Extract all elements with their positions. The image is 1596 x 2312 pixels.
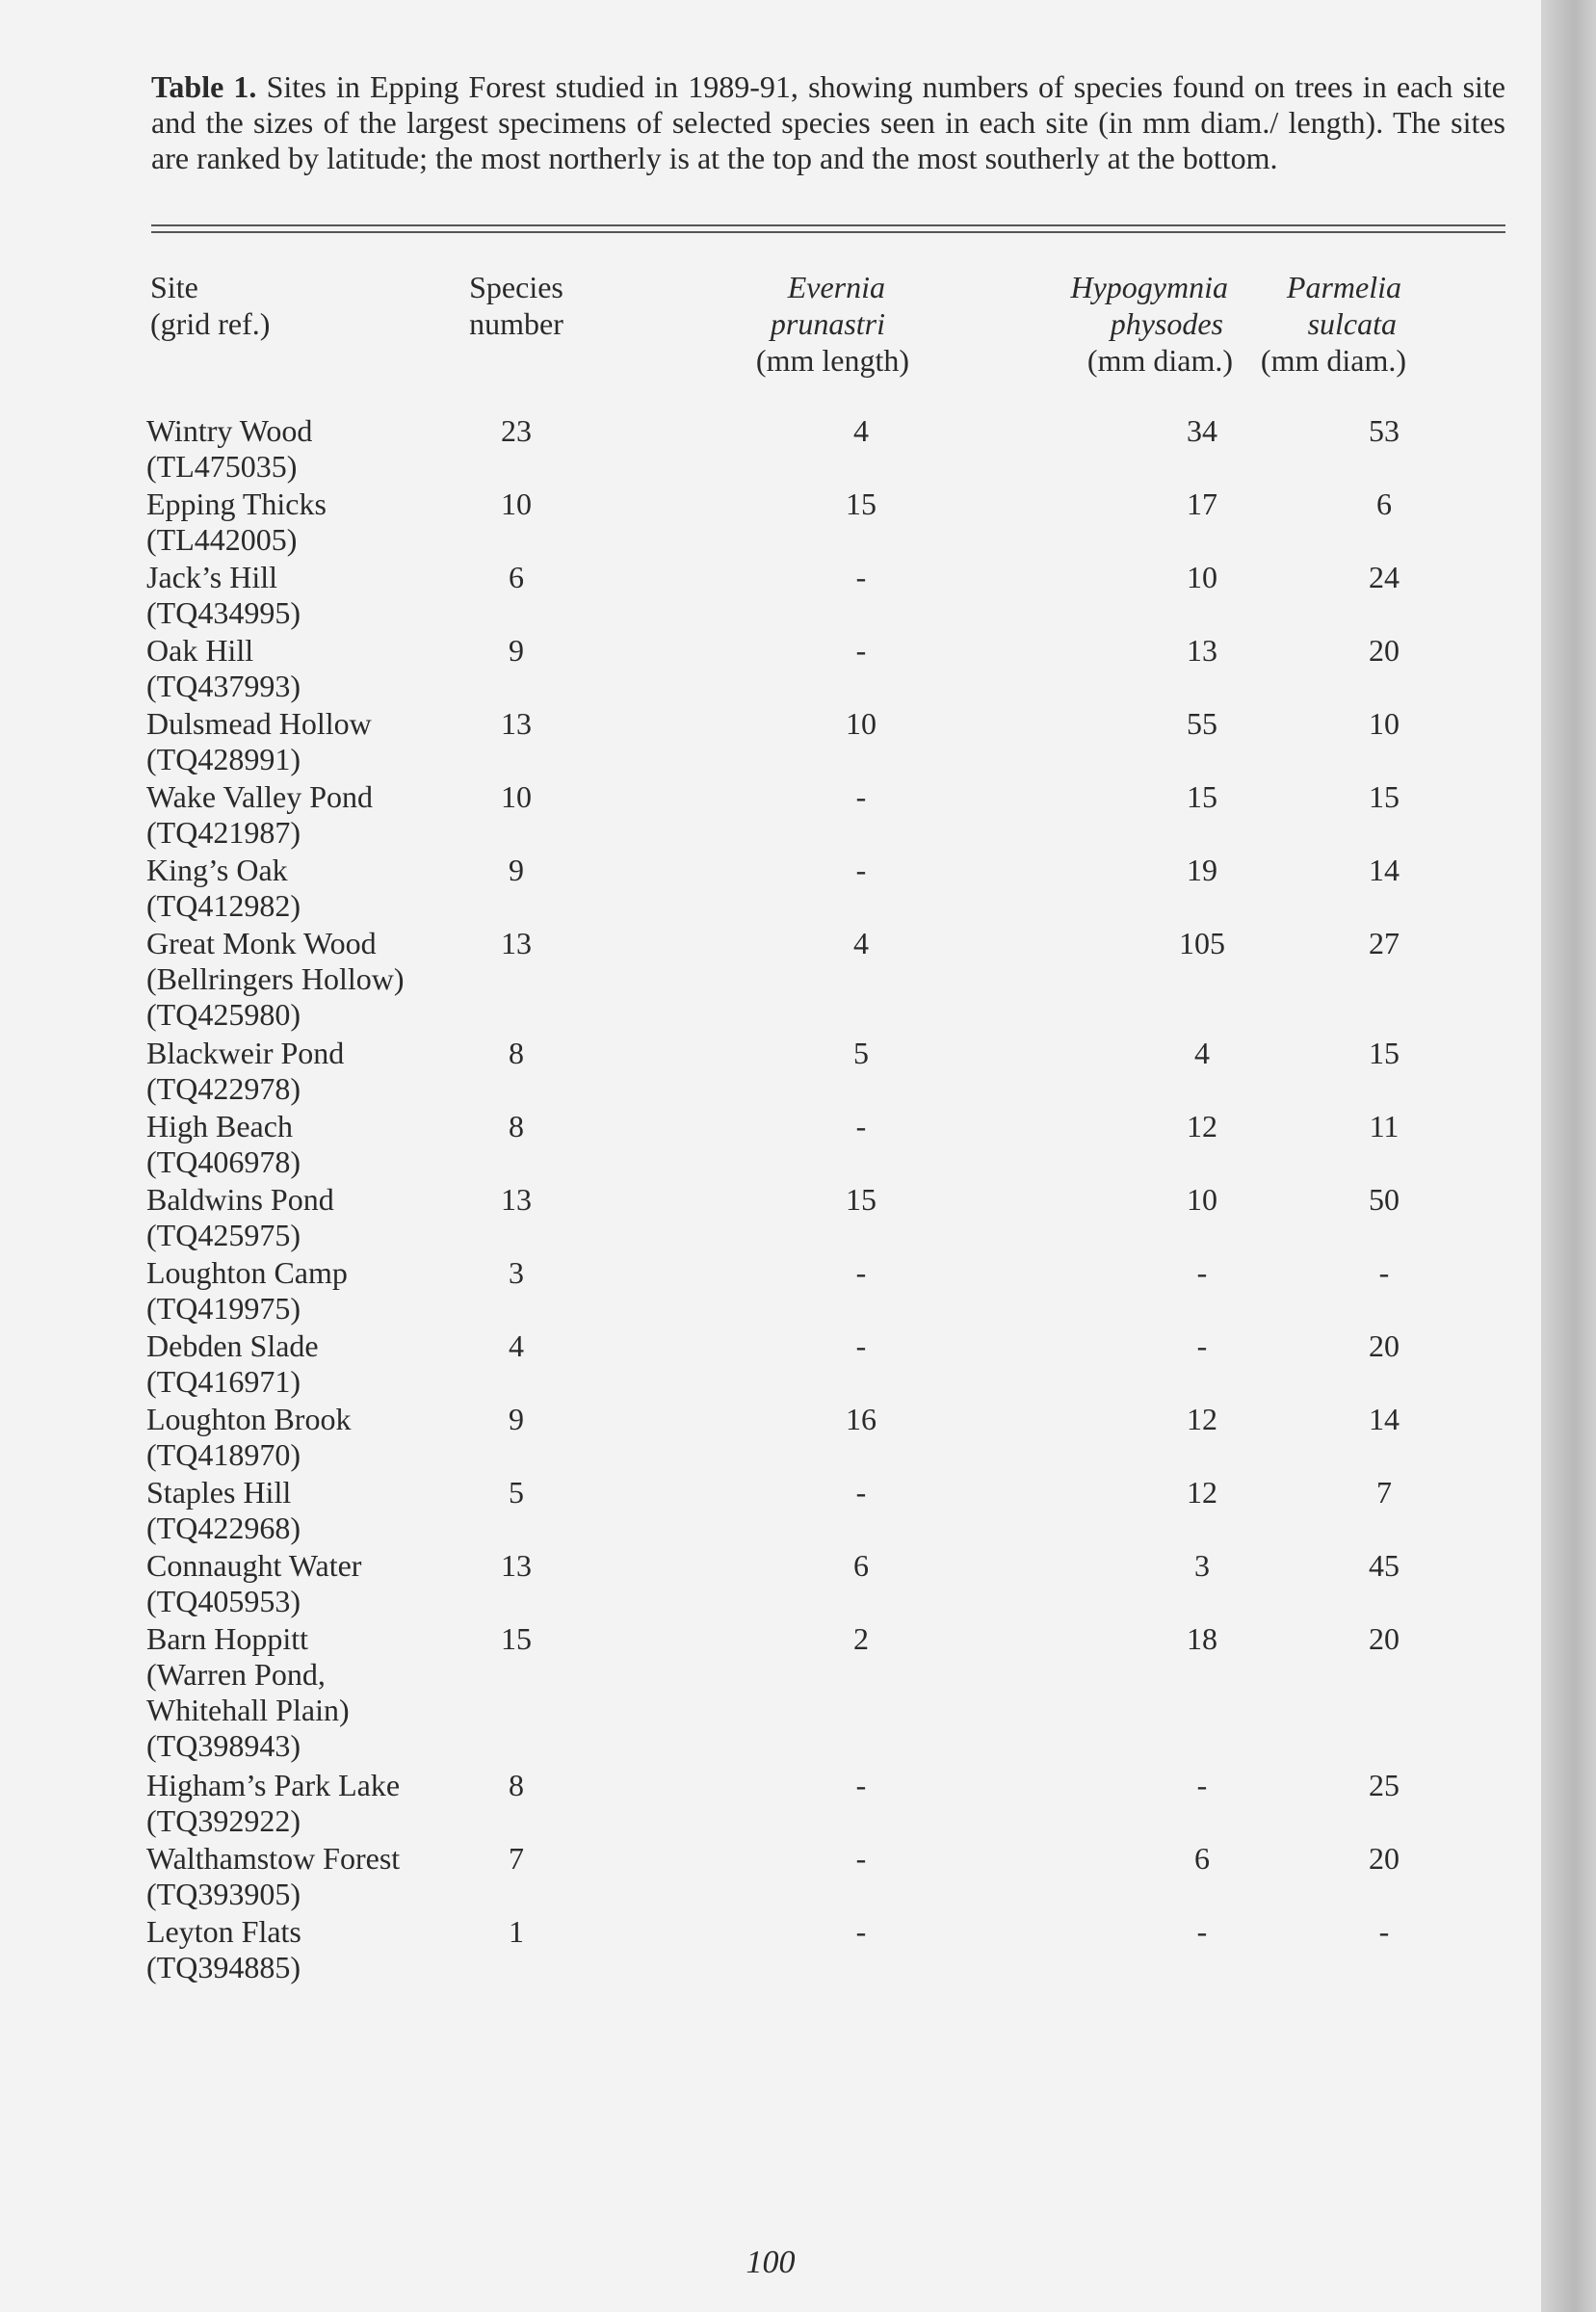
evernia-cell: 10 xyxy=(846,706,876,741)
evernia-cell: 2 xyxy=(853,1621,869,1656)
site-cell xyxy=(146,1914,464,1985)
species-number-cell: 9 xyxy=(509,633,524,668)
parmelia-cell: 20 xyxy=(1369,1621,1400,1656)
site-cell xyxy=(146,1768,464,1839)
site-name: Higham’s Park Lake xyxy=(146,1768,401,1802)
species-number-cell: 10 xyxy=(501,486,532,521)
evernia-cell: 4 xyxy=(853,413,869,448)
site-cell xyxy=(146,1328,464,1400)
site-detail: (TQ421987) xyxy=(146,815,301,850)
hypogymnia-cell: 6 xyxy=(1194,1841,1210,1876)
site-name: Leyton Flats xyxy=(146,1914,301,1949)
evernia-cell: 15 xyxy=(846,486,876,521)
site-cell xyxy=(146,853,464,924)
parmelia-cell: 14 xyxy=(1369,853,1400,887)
evernia-cell: - xyxy=(855,779,867,814)
site-detail: Whitehall Plain) xyxy=(146,1693,350,1727)
species-number-cell: 10 xyxy=(501,779,532,814)
site-detail: (TL442005) xyxy=(146,522,298,557)
hypogymnia-cell: 12 xyxy=(1187,1475,1217,1510)
site-cell xyxy=(146,1255,464,1327)
site-name: Wake Valley Pond xyxy=(146,779,374,814)
hypogymnia-cell: 105 xyxy=(1179,926,1225,960)
parmelia-cell: 11 xyxy=(1369,1109,1400,1143)
hypogymnia-cell: 15 xyxy=(1187,779,1217,814)
site-detail: (TQ422968) xyxy=(146,1511,301,1545)
parmelia-cell: 50 xyxy=(1369,1182,1400,1217)
hypogymnia-cell: 34 xyxy=(1187,413,1217,448)
evernia-cell: - xyxy=(855,560,867,594)
site-name: Loughton Camp xyxy=(146,1255,348,1290)
site-cell xyxy=(146,633,464,704)
parmelia-cell: 15 xyxy=(1369,779,1400,814)
site-detail: (TQ406978) xyxy=(146,1144,301,1179)
species-number-cell: 13 xyxy=(501,1182,532,1217)
top-rule xyxy=(151,224,1505,226)
site-name: Debden Slade xyxy=(146,1328,319,1363)
parmelia-cell: - xyxy=(1378,1255,1390,1290)
site-cell xyxy=(146,706,464,777)
site-cell xyxy=(146,1109,464,1180)
site-name: Dulsmead Hollow xyxy=(146,706,372,741)
table-caption xyxy=(151,69,1505,176)
parmelia-cell: 24 xyxy=(1369,560,1400,594)
hypogymnia-cell: 19 xyxy=(1187,853,1217,887)
hypogymnia-cell: 55 xyxy=(1187,706,1217,741)
site-detail: (TQ425975) xyxy=(146,1218,301,1252)
evernia-cell: - xyxy=(855,633,867,668)
hypogymnia-cell: 12 xyxy=(1187,1402,1217,1436)
site-name: Connaught Water xyxy=(146,1548,362,1583)
site-name: Wintry Wood xyxy=(146,413,313,448)
site-name: Blackweir Pond xyxy=(146,1036,345,1070)
species-number-cell: 13 xyxy=(501,926,532,960)
site-detail: (Bellringers Hollow) xyxy=(146,961,405,996)
table-label: Table 1. xyxy=(151,69,257,104)
evernia-cell: 6 xyxy=(853,1548,869,1583)
site-name: Barn Hoppitt xyxy=(146,1621,308,1656)
hypogymnia-cell: 12 xyxy=(1187,1109,1217,1143)
site-name: Loughton Brook xyxy=(146,1402,352,1436)
hypogymnia-cell: - xyxy=(1196,1914,1208,1949)
site-name: Jack’s Hill xyxy=(146,560,277,594)
site-detail: (TL475035) xyxy=(146,449,298,484)
site-cell xyxy=(146,1475,464,1546)
site-detail: (Warren Pond, xyxy=(146,1657,326,1692)
site-cell xyxy=(146,1036,464,1107)
header-species-number: Species number xyxy=(469,270,563,341)
site-detail: (TQ405953) xyxy=(146,1584,301,1618)
site-cell xyxy=(146,1841,464,1912)
site-detail: (TQ418970) xyxy=(146,1437,301,1472)
hypogymnia-cell: 4 xyxy=(1194,1036,1210,1070)
parmelia-cell: 45 xyxy=(1369,1548,1400,1583)
evernia-cell: - xyxy=(855,1109,867,1143)
evernia-cell: - xyxy=(855,1914,867,1949)
site-cell xyxy=(146,779,464,851)
evernia-cell: - xyxy=(855,853,867,887)
parmelia-cell: 53 xyxy=(1369,413,1400,448)
species-number-cell: 5 xyxy=(509,1475,524,1510)
site-cell xyxy=(146,1621,464,1764)
site-cell xyxy=(146,1402,464,1473)
parmelia-cell: 10 xyxy=(1369,706,1400,741)
site-cell xyxy=(146,486,464,558)
site-detail: (TQ393905) xyxy=(146,1877,301,1911)
site-detail: (TQ419975) xyxy=(146,1291,301,1326)
site-detail: (TQ434995) xyxy=(146,595,301,630)
site-detail: (TQ428991) xyxy=(146,742,301,776)
hypogymnia-cell: 3 xyxy=(1194,1548,1210,1583)
species-number-cell: 8 xyxy=(509,1109,524,1143)
species-number-cell: 6 xyxy=(509,560,524,594)
evernia-cell: 16 xyxy=(846,1402,876,1436)
site-detail: (TQ412982) xyxy=(146,888,301,923)
hypogymnia-cell: - xyxy=(1196,1768,1208,1802)
parmelia-cell: 20 xyxy=(1369,1841,1400,1876)
site-name: Great Monk Wood xyxy=(146,926,377,960)
evernia-cell: 15 xyxy=(846,1182,876,1217)
header-hypogymnia: Hypogymnia physodes (mm diam.) xyxy=(1070,270,1233,378)
species-number-cell: 3 xyxy=(509,1255,524,1290)
top-rule-second xyxy=(151,231,1505,233)
site-detail: (TQ416971) xyxy=(146,1364,301,1399)
site-name: Baldwins Pond xyxy=(146,1182,334,1217)
site-name: High Beach xyxy=(146,1109,293,1143)
site-cell xyxy=(146,1548,464,1619)
species-number-cell: 13 xyxy=(501,1548,532,1583)
evernia-cell: - xyxy=(855,1768,867,1802)
hypogymnia-cell: - xyxy=(1196,1255,1208,1290)
species-number-cell: 7 xyxy=(509,1841,524,1876)
species-number-cell: 9 xyxy=(509,853,524,887)
header-site: Site (grid ref.) xyxy=(150,270,271,341)
site-cell xyxy=(146,560,464,631)
species-number-cell: 15 xyxy=(501,1621,532,1656)
site-detail: (TQ425980) xyxy=(146,997,301,1032)
page-edge-shadow xyxy=(1541,0,1596,2312)
parmelia-cell: 25 xyxy=(1369,1768,1400,1802)
hypogymnia-cell: 13 xyxy=(1187,633,1217,668)
hypogymnia-cell: 17 xyxy=(1187,486,1217,521)
evernia-cell: - xyxy=(855,1328,867,1363)
parmelia-cell: 20 xyxy=(1369,1328,1400,1363)
site-detail: (TQ392922) xyxy=(146,1803,301,1838)
parmelia-cell: 7 xyxy=(1376,1475,1392,1510)
parmelia-cell: 14 xyxy=(1369,1402,1400,1436)
site-name: Oak Hill xyxy=(146,633,254,668)
parmelia-cell: 27 xyxy=(1369,926,1400,960)
species-number-cell: 1 xyxy=(509,1914,524,1949)
evernia-cell: - xyxy=(855,1475,867,1510)
evernia-cell: 4 xyxy=(853,926,869,960)
hypogymnia-cell: 18 xyxy=(1187,1621,1217,1656)
species-number-cell: 23 xyxy=(501,413,532,448)
hypogymnia-cell: 10 xyxy=(1187,560,1217,594)
caption-text: Sites in Epping Forest studied in 1989-91, showing numbers of species found on trees in each site and the sizes of the largest specimens of selected species seen in each site (in mm diam./ length). The sites are ranked by latitude; the most northerly is at the top and the most southerly at the bottom. xyxy=(151,69,1506,175)
hypogymnia-cell: - xyxy=(1196,1328,1208,1363)
site-detail: (TQ398943) xyxy=(146,1728,301,1763)
site-cell xyxy=(146,1182,464,1253)
parmelia-cell: 20 xyxy=(1369,633,1400,668)
evernia-cell: - xyxy=(855,1255,867,1290)
evernia-cell: 5 xyxy=(853,1036,869,1070)
species-number-cell: 8 xyxy=(509,1036,524,1070)
hypogymnia-cell: 10 xyxy=(1187,1182,1217,1217)
site-detail: (TQ394885) xyxy=(146,1950,301,1984)
species-number-cell: 4 xyxy=(509,1328,524,1363)
site-detail: (TQ437993) xyxy=(146,669,301,703)
species-number-cell: 9 xyxy=(509,1402,524,1436)
site-cell xyxy=(146,413,464,485)
site-detail: (TQ422978) xyxy=(146,1071,301,1106)
site-name: Staples Hill xyxy=(146,1475,292,1510)
parmelia-cell: 6 xyxy=(1376,486,1392,521)
page-number: 100 xyxy=(746,2245,796,2280)
site-name: Walthamstow Forest xyxy=(146,1841,401,1876)
header-evernia: Evernia prunastri (mm length) xyxy=(755,270,909,378)
parmelia-cell: - xyxy=(1378,1914,1390,1949)
site-name: Epping Thicks xyxy=(146,486,327,521)
evernia-cell: - xyxy=(855,1841,867,1876)
header-parmelia: Parmelia sulcata (mm diam.) xyxy=(1260,270,1406,378)
parmelia-cell: 15 xyxy=(1369,1036,1400,1070)
species-number-cell: 8 xyxy=(509,1768,524,1802)
species-number-cell: 13 xyxy=(501,706,532,741)
site-name: King’s Oak xyxy=(146,853,288,887)
site-cell xyxy=(146,926,464,1033)
